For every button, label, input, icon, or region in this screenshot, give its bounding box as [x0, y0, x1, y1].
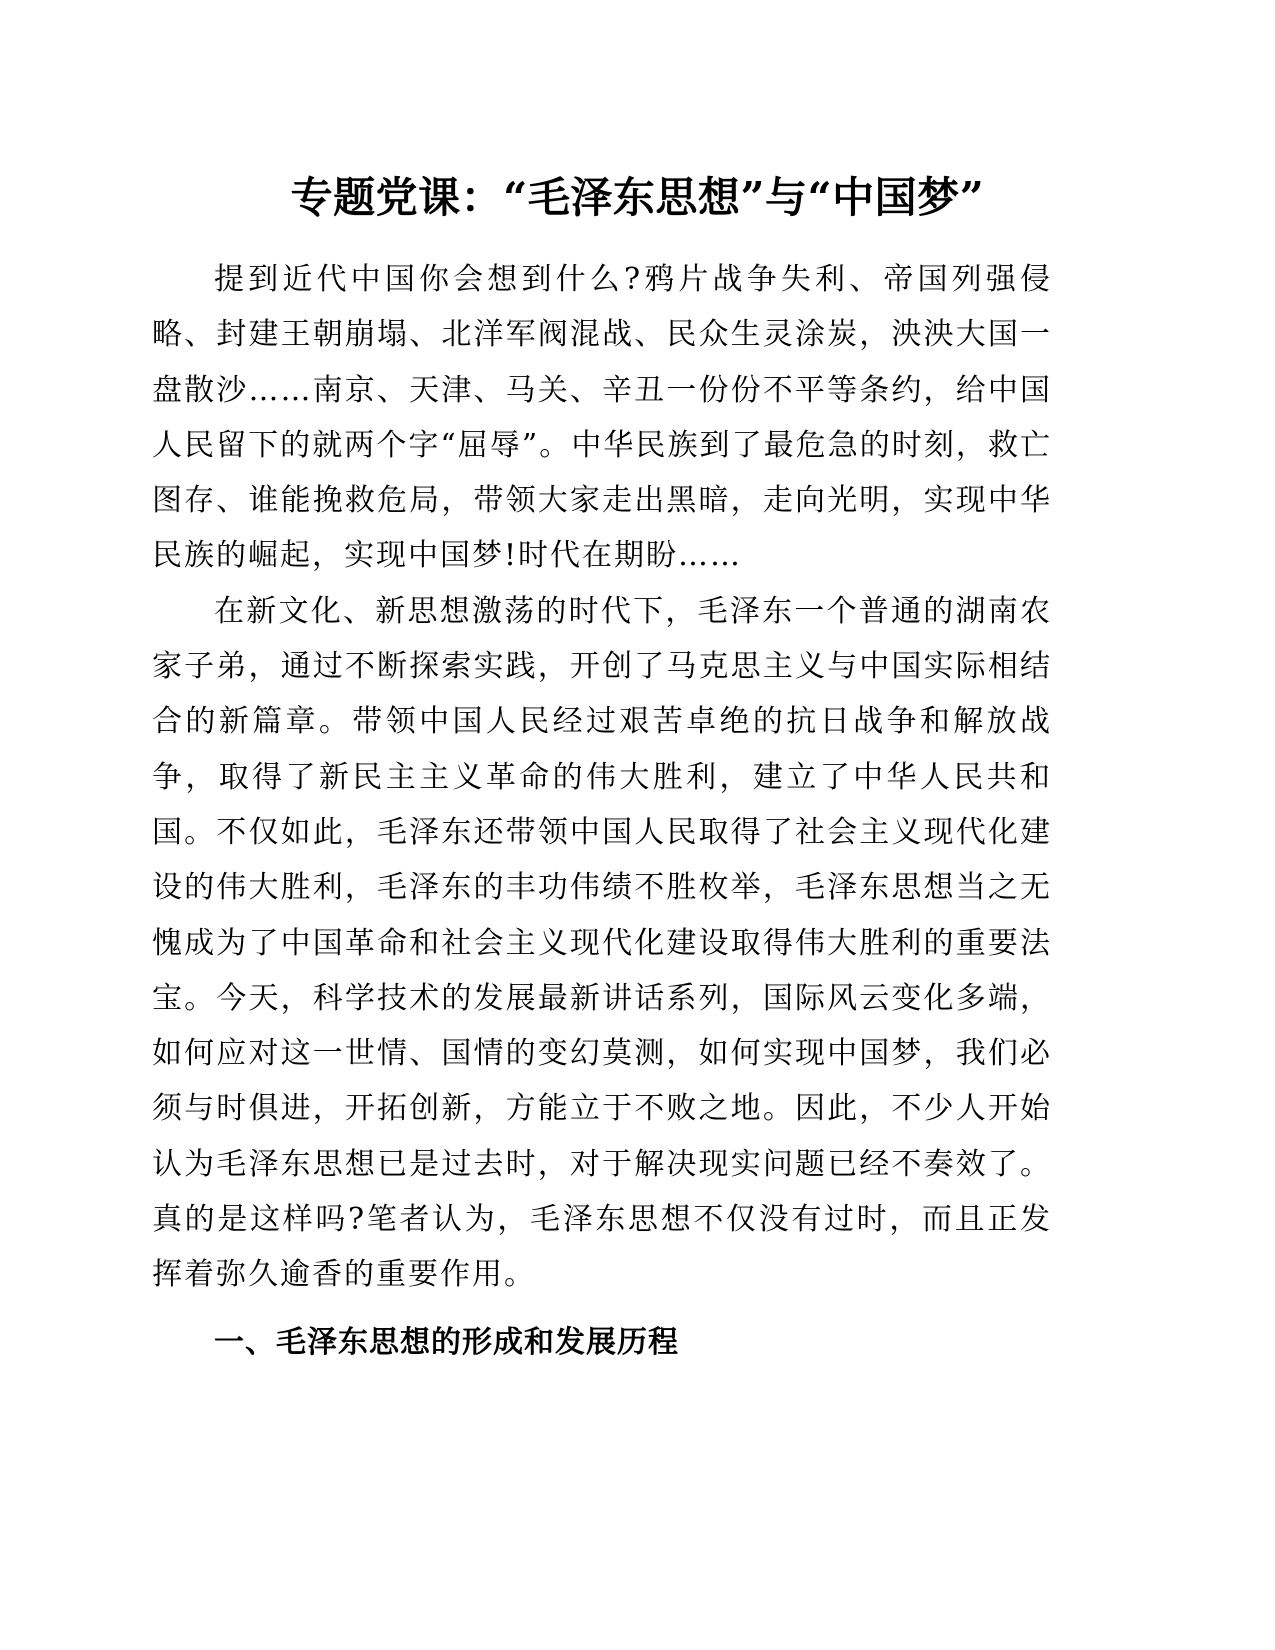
- document-title: 专题党课：“毛泽东思想”与“中国梦”: [290, 173, 985, 222]
- section-heading: 一、毛泽东思想的形成和发展历程: [214, 1324, 679, 1360]
- document-body: [152, 252, 1052, 1370]
- paragraph-mao-thought: 在新文化、新思想激荡的时代下，毛泽东一个普通的湖南农家子弟，通过不断探索实践，开创了马克思主义与中国实际相结合的新篇章。带领中国人民经过艰苦卓绝的抗日战争和解放战争，取得了新民主主义革命的伟大胜利，建立了中华人民共和国。不仅如此，毛泽东还带领中国人民取得了社会主义现代化建设的伟大胜利，毛泽东的丰功伟绩不胜枚举，毛泽东思想当之无愧成为了中国革命和社会主义现代化建设取得伟大胜利的重要法宝。今天，科学技术的发展最新讲话系列，国际风云变化多端，如何应对这一世情、国情的变幻莫测，如何实现中国梦，我们必须与时俱进，开拓创新，方能立于不败之地。因此，不少人开始认为毛泽东思想已是过去时，对于解决现实问题已经不奏效了。真的是这样吗?笔者认为，毛泽东思想不仅没有过时，而且正发挥着弥久逾香的重要作用。: [152, 593, 1052, 1293]
- paragraph-intro: 提到近代中国你会想到什么?鸦片战争失利、帝国列强侵略、封建王朝崩塌、北洋军阀混战、民众生灵涂炭，泱泱大国一盘散沙……南京、天津、马关、辛丑一份份不平等条约，给中国人民留下的就两个字“屈辱”。中华民族到了最危急的时刻，救亡图存、谁能挽救危局，带领大家走出黑暗，走向光明，实现中华民族的崛起，实现中国梦!时代在期盼……: [152, 262, 1052, 574]
